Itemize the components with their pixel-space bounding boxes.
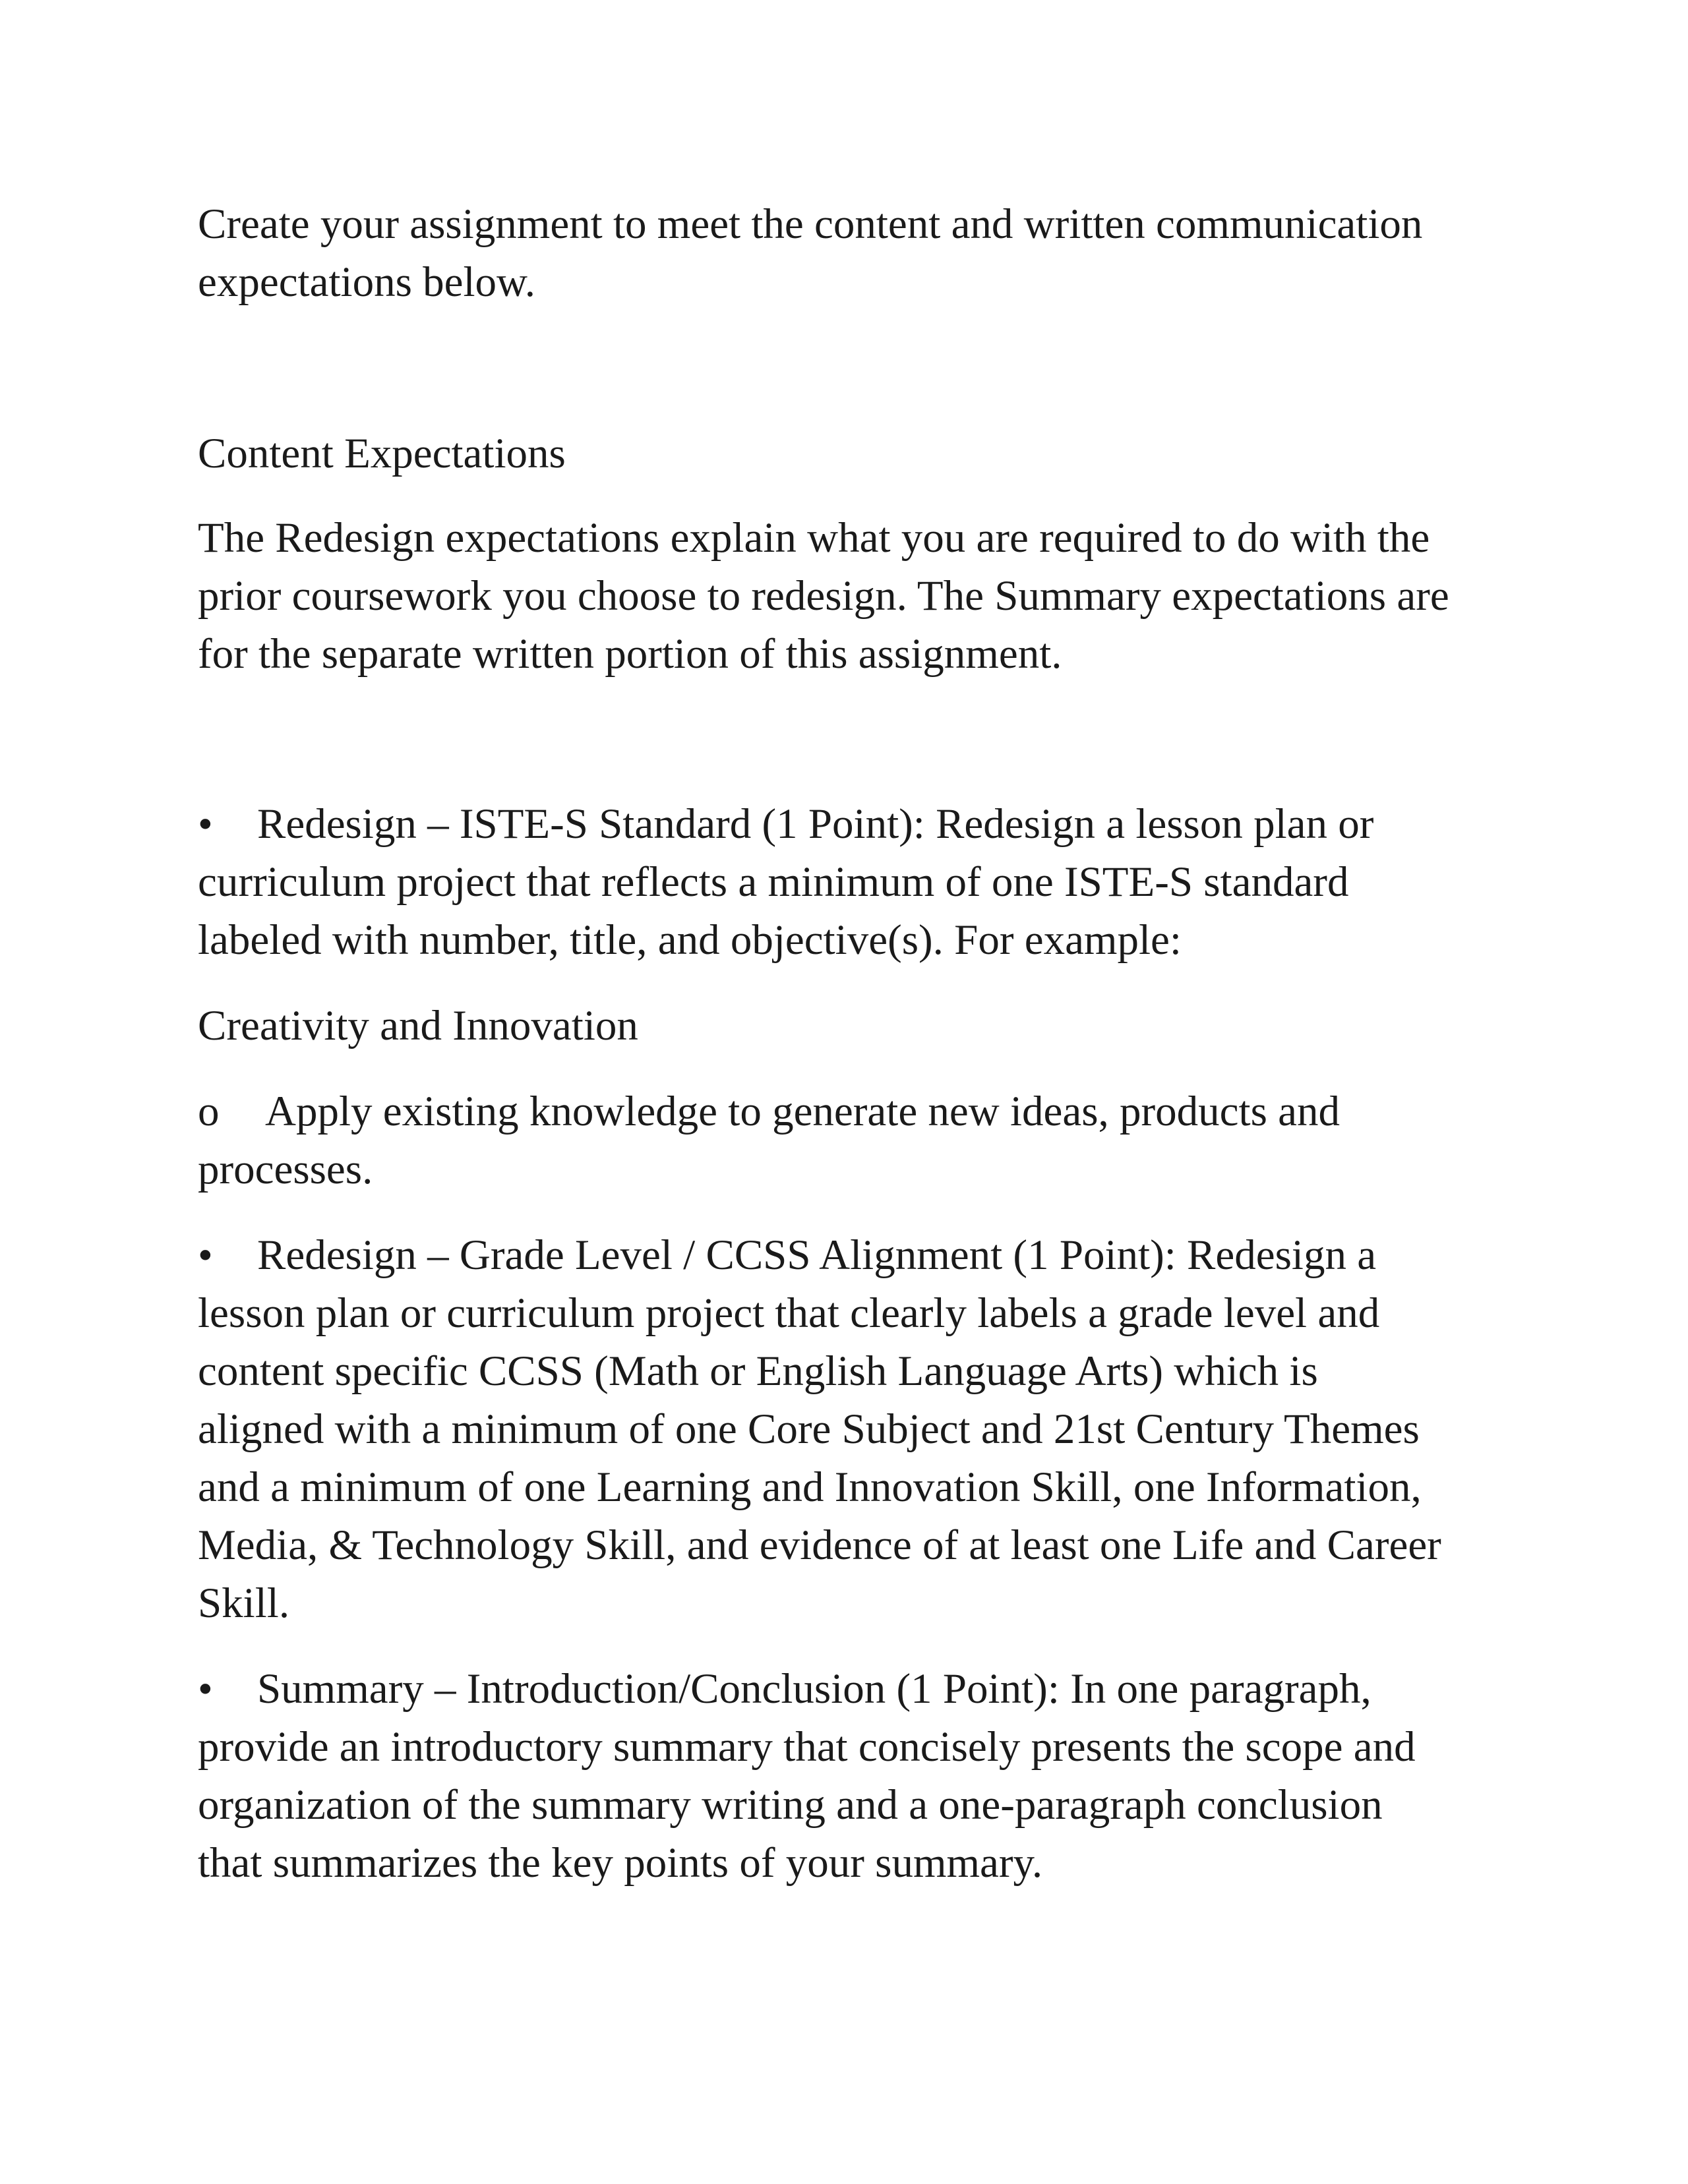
description-line-1: The Redesign expectations explain what you are required to do with the — [198, 514, 1430, 562]
grade-line-6: Media, & Technology Skill, and evidence of at least one Life and Career — [198, 1521, 1441, 1569]
grade-line-1: • Redesign – Grade Level / CCSS Alignment (1 Point): Redesign a — [198, 1226, 1503, 1284]
bullet-icon: • — [198, 1665, 213, 1713]
intro-paragraph — [198, 195, 1503, 311]
summary-line-4: that summarizes the key points of your summary. — [198, 1839, 1043, 1887]
example-sub-item — [198, 1082, 1503, 1198]
bullet-icon: • — [198, 800, 213, 848]
bullet-icon: • — [198, 1231, 213, 1279]
list-item-summary — [198, 1660, 1503, 1892]
description-line-2: prior coursework you choose to redesign. The Summary expectations are — [198, 572, 1449, 620]
section-description — [198, 509, 1503, 683]
section-heading: Content Expectations — [198, 430, 566, 477]
grade-line-7: Skill. — [198, 1579, 290, 1627]
sub-bullet-icon: o — [198, 1088, 220, 1135]
summary-line-2: provide an introductory summary that concisely presents the scope and — [198, 1723, 1416, 1771]
description-line-3: for the separate written portion of this assignment. — [198, 630, 1062, 678]
grade-line-4: aligned with a minimum of one Core Subject and 21st Century Themes — [198, 1405, 1420, 1453]
document-body — [198, 195, 1503, 1892]
list-item-iste — [198, 795, 1503, 969]
grade-line-3: content specific CCSS (Math or English Language Arts) which is — [198, 1347, 1318, 1395]
sub-item-line-1: o Apply existing knowledge to generate new ideas, products and — [198, 1082, 1503, 1140]
intro-line-2: expectations below. — [198, 258, 536, 306]
intro-line-1: Create your assignment to meet the content and written communication — [198, 200, 1423, 248]
summary-line-3: organization of the summary writing and a one-paragraph conclusion — [198, 1781, 1383, 1829]
iste-line-2: curriculum project that reflects a minimum of one ISTE-S standard — [198, 858, 1349, 906]
list-item-grade-level — [198, 1226, 1503, 1632]
iste-line-3: labeled with number, title, and objective(s). For example: — [198, 916, 1182, 964]
sub-item-line-2: processes. — [198, 1146, 373, 1193]
summary-line-1: • Summary – Introduction/Conclusion (1 Point): In one paragraph, — [198, 1660, 1503, 1718]
grade-line-5: and a minimum of one Learning and Innovation Skill, one Information, — [198, 1463, 1422, 1511]
example-heading: Creativity and Innovation — [198, 1002, 638, 1049]
grade-line-2: lesson plan or curriculum project that clearly labels a grade level and — [198, 1289, 1380, 1337]
iste-line-1: • Redesign – ISTE-S Standard (1 Point): Redesign a lesson plan or — [198, 795, 1503, 853]
